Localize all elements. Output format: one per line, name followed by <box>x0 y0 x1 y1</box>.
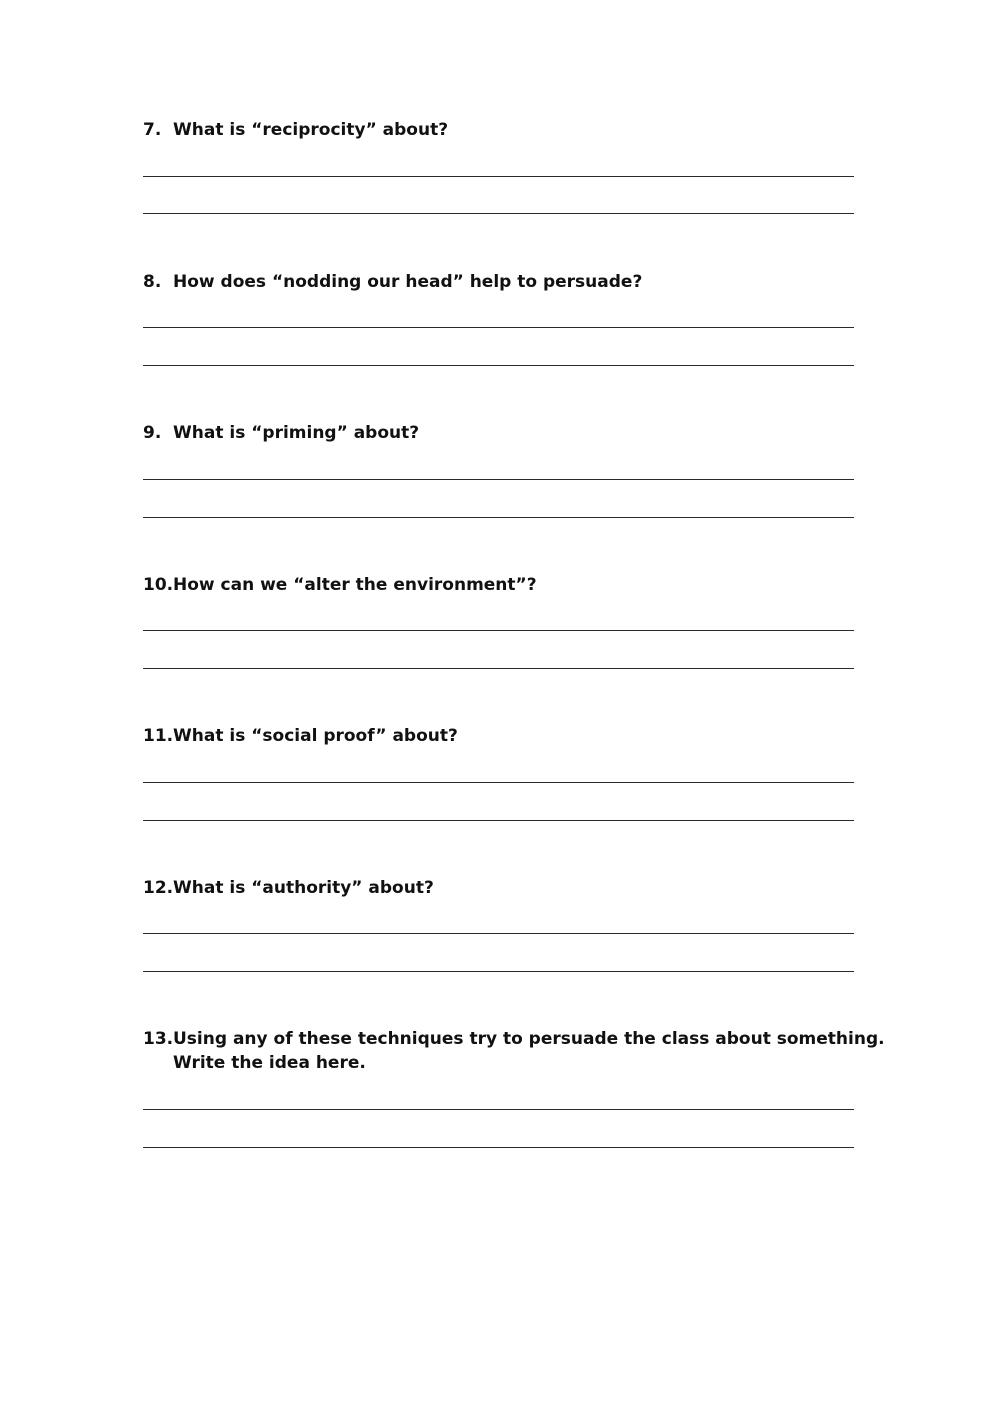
question-12 <box>143 876 843 900</box>
question-7 <box>143 118 843 142</box>
answer-line[interactable] <box>143 971 854 972</box>
question-text: What is “social proof” about? <box>173 726 458 746</box>
answer-line[interactable] <box>143 782 854 783</box>
question-text: What is “reciprocity” about? <box>173 120 449 140</box>
question-text: How does “nodding our head” help to persuade? <box>173 272 643 292</box>
answer-line[interactable] <box>143 517 854 518</box>
question-number: 7. <box>143 120 162 140</box>
answer-line[interactable] <box>143 933 854 934</box>
answer-line[interactable] <box>143 327 854 328</box>
question-8 <box>143 270 843 294</box>
question-11 <box>143 724 843 748</box>
answer-line[interactable] <box>143 479 854 480</box>
question-number: 13. <box>143 1029 174 1049</box>
question-text: How can we “alter the environment”? <box>173 575 537 595</box>
answer-line[interactable] <box>143 213 854 214</box>
question-text: What is “priming” about? <box>173 423 420 443</box>
question-number: 12. <box>143 878 174 898</box>
question-number: 8. <box>143 272 162 292</box>
question-text-continued: Write the idea here. <box>173 1053 366 1073</box>
answer-line[interactable] <box>143 820 854 821</box>
answer-line[interactable] <box>143 668 854 669</box>
question-10 <box>143 573 843 597</box>
answer-line[interactable] <box>143 630 854 631</box>
answer-line[interactable] <box>143 365 854 366</box>
answer-line[interactable] <box>143 1147 854 1148</box>
answer-line[interactable] <box>143 1109 854 1110</box>
answer-line[interactable] <box>143 176 854 177</box>
question-number: 11. <box>143 726 174 746</box>
question-9 <box>143 421 843 445</box>
question-13 <box>143 1027 885 1075</box>
question-number: 10. <box>143 575 174 595</box>
question-text: Using any of these techniques try to persuade the class about something. <box>173 1029 885 1049</box>
question-text: What is “authority” about? <box>173 878 434 898</box>
question-number: 9. <box>143 423 162 443</box>
